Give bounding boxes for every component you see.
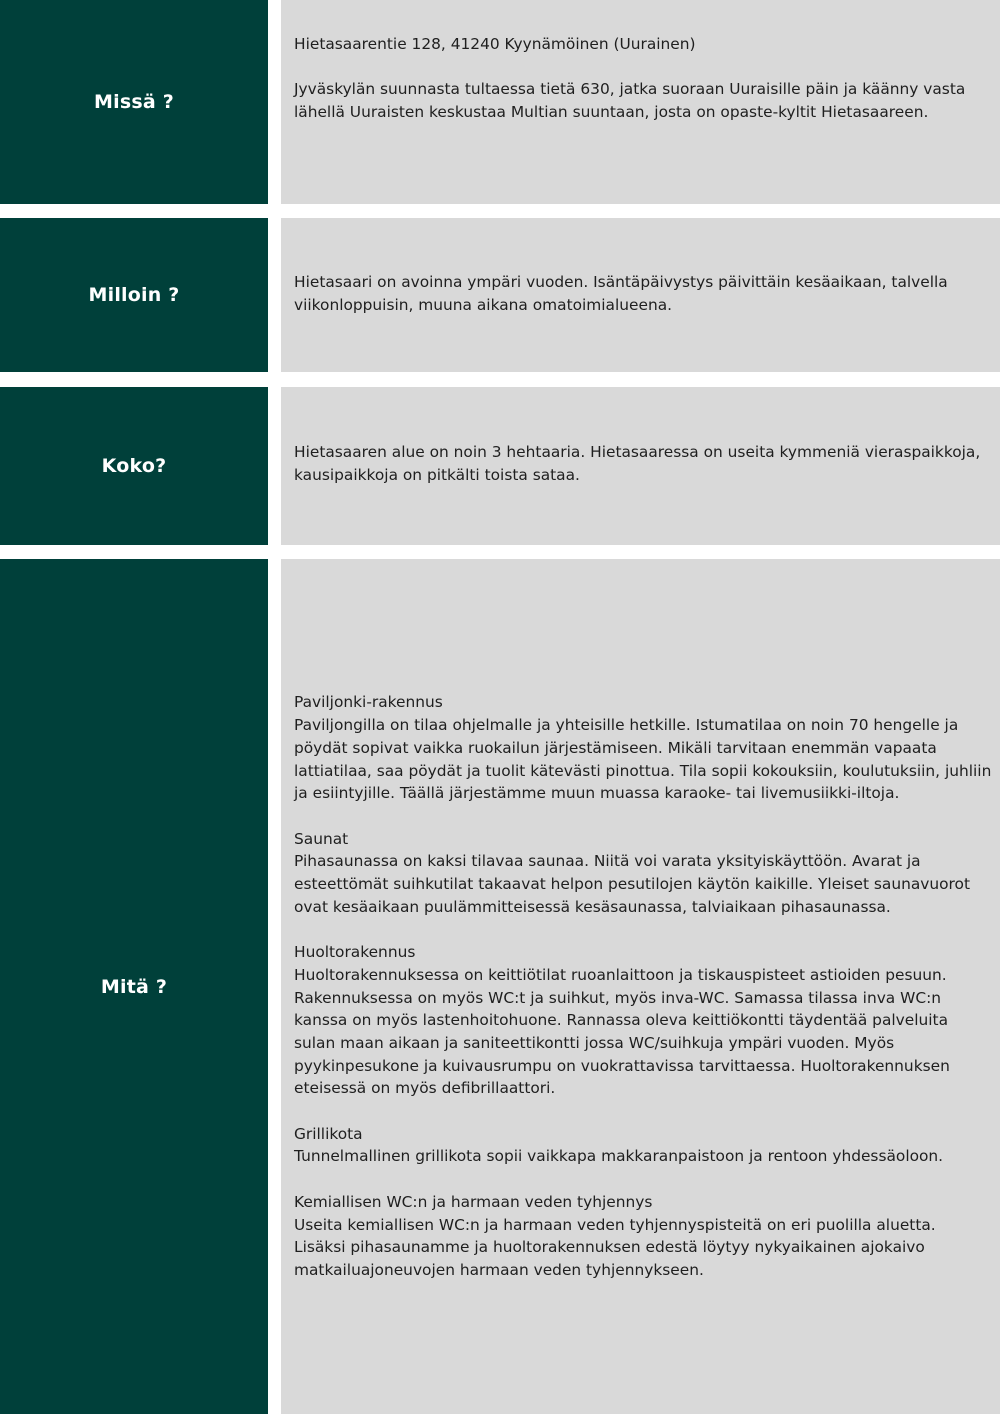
section-label-missa: Missä ? (94, 91, 174, 113)
facility-item-tyhjennys (294, 1191, 992, 1282)
divider (268, 387, 281, 545)
section-koko (0, 387, 1000, 545)
paragraph-spacer (294, 1100, 992, 1123)
facility-item-saunat (294, 828, 992, 919)
facility-item-huoltorakennus (294, 941, 992, 1100)
section-content-milloin (281, 218, 1000, 372)
section-content-mita (281, 559, 1000, 1414)
section-label-cell (0, 0, 268, 204)
section-label-cell (0, 218, 268, 372)
facility-title: Kemiallisen WC:n ja harmaan veden tyhjennys (294, 1192, 653, 1211)
paragraph-spacer (294, 918, 992, 941)
section-label-cell (0, 559, 268, 1414)
paragraph-spacer (294, 56, 992, 79)
paragraph-spacer (294, 1168, 992, 1191)
paragraph-spacer (294, 805, 992, 828)
section-label-cell (0, 387, 268, 545)
divider (268, 559, 281, 1414)
section-mita (0, 559, 1000, 1414)
facility-item-grillikota (294, 1123, 992, 1168)
facility-title: Grillikota (294, 1124, 363, 1143)
section-missa (0, 0, 1000, 204)
section-label-koko: Koko? (101, 455, 167, 477)
area-size-text: Hietasaaren alue on noin 3 hehtaaria. Hietasaaressa on useita kymmeniä vieraspaikkoja, kausipaikkoja on pitkälti toista sataa. (294, 443, 981, 484)
section-content-koko (281, 387, 1000, 545)
opening-hours-text: Hietasaari on avoinna ympäri vuoden. Isäntäpäivystys päivittäin kesäaikaan, talvella viikonloppuisin, muuna aikana omatoimialueena. (294, 273, 948, 314)
facility-description: Tunnelmallinen grillikota sopii vaikkapa makkaranpaistoon ja rentoon yhdessäoloon. (294, 1147, 944, 1166)
address-text: Hietasaarentie 128, 41240 Kyynämöinen (Uurainen) (294, 35, 696, 53)
facility-description: Pihasaunassa on kaksi tilavaa saunaa. Niitä voi varata yksityiskäyttöön. Avarat ja esteettömät suihkutilat takaavat helpon pesutilojen käytön kaikille. Yleiset saunavuorot ovat kesäaikaan puulämmitteisessä kesäsaunassa, talviaikaan pihasaunassa. (294, 852, 970, 916)
section-content-missa (281, 0, 1000, 204)
facility-title: Paviljonki-rakennus (294, 693, 443, 712)
section-milloin (0, 218, 1000, 372)
divider (268, 218, 281, 372)
directions-text: Jyväskylän suunnasta tultaessa tietä 630, jatka suoraan Uuraisille päin ja käänny vasta lähellä Uuraisten keskustaa Multian suuntaan, josta on opaste-kyltit Hietasaareen. (294, 80, 966, 122)
section-label-mita: Mitä ? (100, 975, 168, 998)
section-label-milloin: Milloin ? (88, 284, 180, 306)
facility-description: Huoltorakennuksessa on keittiötilat ruoanlaittoon ja tiskauspisteet astioiden pesuun. Rakennuksessa on myös WC:t ja suihkut, myös inva-WC. Samassa tilassa inva WC:n kanssa on myös lastenhoitohuone. Rannassa oleva keittiökontti täydentää palveluita sulan maan aikaan ja saniteettikontti jossa WC/suihkuja ympäri vuoden. Myös pyykinpesukone ja kuivausrumpu on vuokrattavissa tarvittaessa. Huoltorakennuksen eteisessä on myös defibrillaattori. (294, 965, 950, 1098)
facility-title: Huoltorakennus (294, 943, 416, 962)
facility-item-paviljonki (294, 691, 992, 805)
facility-title: Saunat (294, 829, 349, 848)
divider (268, 0, 281, 204)
facility-description: Paviljongilla on tilaa ohjelmalle ja yhteisille hetkille. Istumatilaa on noin 70 hengelle ja pöydät sopivat vaikka ruokailun järjestämiseen. Mikäli tarvitaan enemmän vapaata lattiatilaa, saa pöydät ja tuolit kätevästi pinottua. Tila sopii kokouksiin, koulutuksiin, juhliin ja esiintyjille. Täällä järjestämme muun muassa karaoke- tai livemusiikki-iltoja. (294, 716, 992, 803)
facility-description: Useita kemiallisen WC:n ja harmaan veden tyhjennyspisteitä on eri puolilla aluetta. Lisäksi pihasaunamme ja huoltorakennuksen edestä löytyy nykyaikainen ajokaivo matkailuajoneuvojen harmaan veden tyhjennykseen. (294, 1215, 936, 1279)
